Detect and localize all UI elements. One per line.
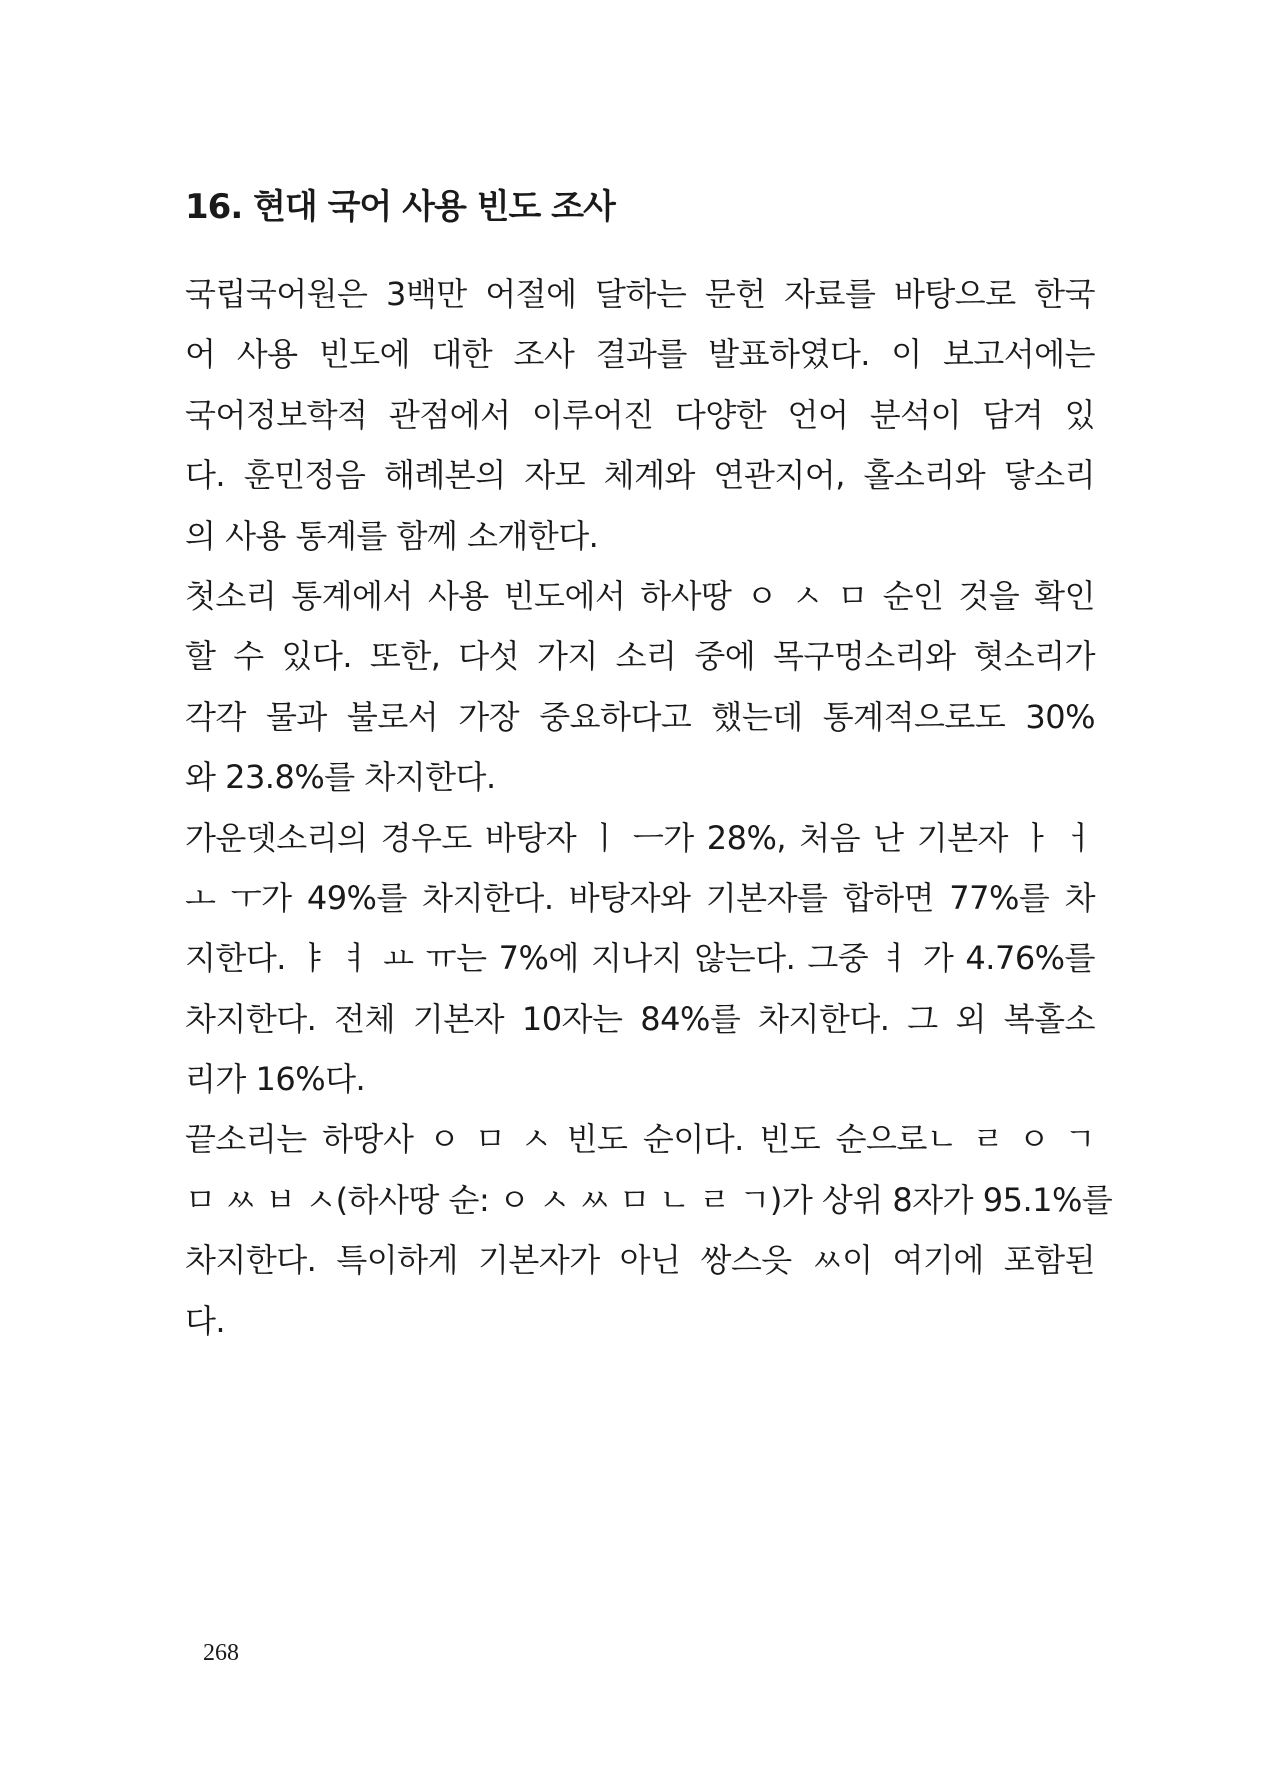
text-line: 다.	[185, 1301, 226, 1340]
text-line: 차지한다. 전체 기본자 10자는 84%를 차지한다. 그 외 복홀소	[185, 999, 1095, 1038]
text-line: ㅗ ㅜ가 49%를 차지한다. 바탕자와 기본자를 합하면 77%를 차	[185, 878, 1095, 917]
text-line: 가운뎃소리의 경우도 바탕자 ㅣ ㅡ가 28%, 처음 난 기본자 ㅏ ㅓ	[185, 818, 1095, 857]
text-line: 차지한다. 특이하게 기본자가 아닌 쌍스읏 ㅆ이 여기에 포함된	[185, 1241, 1095, 1280]
page-number: 268	[203, 1640, 239, 1666]
section-heading: 16. 현대 국어 사용 빈도 조사	[185, 187, 615, 227]
text-line: 국립국어원은 3백만 어절에 달하는 문헌 자료를 바탕으로 한국	[185, 275, 1095, 313]
text-line: 어 사용 빈도에 대한 조사 결과를 발표하였다. 이 보고서에는	[185, 335, 1095, 374]
body-text	[185, 264, 1113, 1351]
text-line: 끝소리는 하땅사 ㅇ ㅁ ㅅ 빈도 순이다. 빈도 순으로ㄴ ㄹ ㅇ ㄱ	[185, 1120, 1095, 1159]
text-line: 다. 훈민정음 해례본의 자모 체계와 연관지어, 홀소리와 닿소리	[185, 456, 1095, 495]
text-line: 할 수 있다. 또한, 다섯 가지 소리 중에 목구멍소리와 혓소리가	[185, 637, 1095, 676]
text-line: 의 사용 통계를 함께 소개한다.	[185, 516, 599, 555]
text-line: 지한다. ㅑ ㅕ ㅛ ㅠ는 7%에 지나지 않는다. 그중 ㅕ 가 4.76%를	[185, 939, 1095, 978]
text-line: 국어정보학적 관점에서 이루어진 다양한 언어 분석이 담겨 있	[185, 395, 1095, 434]
text-line: 와 23.8%를 차지한다.	[185, 758, 496, 797]
text-line: 첫소리 통계에서 사용 빈도에서 하사땅 ㅇ ㅅ ㅁ 순인 것을 확인	[185, 576, 1095, 615]
text-line: ㅁ ㅆ ㅂ ㅅ(하사땅 순: ㅇ ㅅ ㅆ ㅁ ㄴ ㄹ ㄱ)가 상위 8자가 95.1%를	[185, 1180, 1113, 1219]
text-line: 각각 물과 불로서 가장 중요하다고 했는데 통계적으로도 30%	[185, 697, 1095, 736]
text-line: 리가 16%다.	[185, 1060, 366, 1099]
